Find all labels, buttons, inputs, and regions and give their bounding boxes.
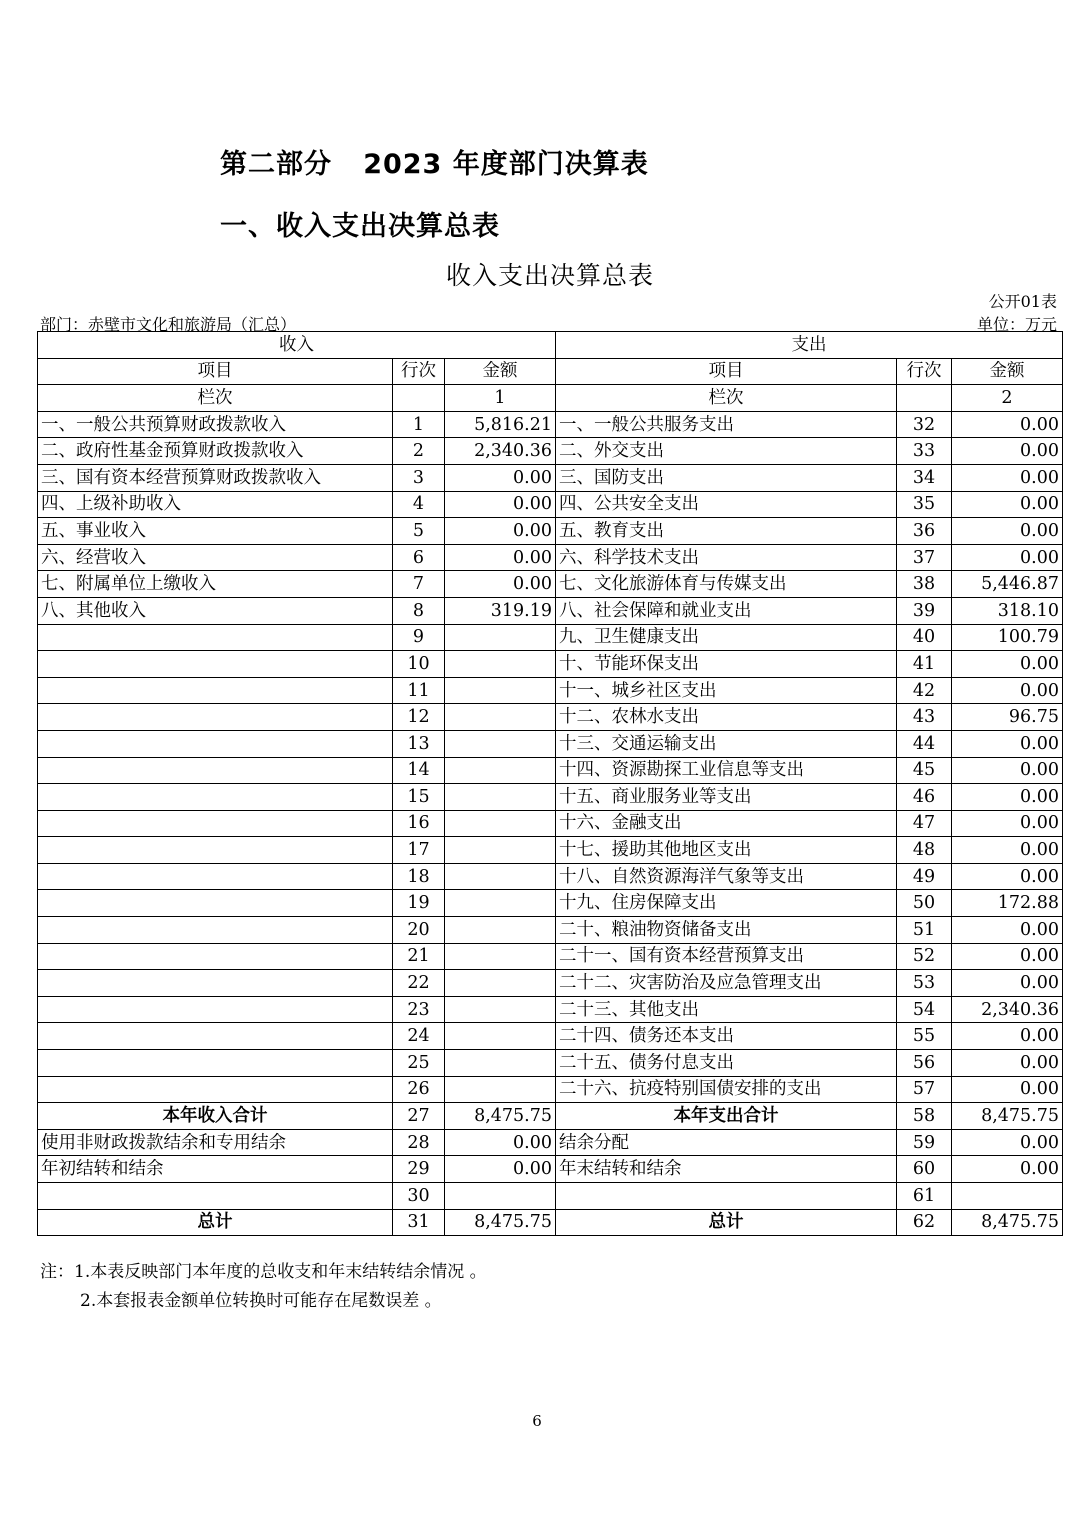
expense-column-blank [897, 385, 952, 412]
expense-item-cell: 六、科学技术支出 [556, 544, 897, 571]
expense-item-cell: 二十五、债务付息支出 [556, 1050, 897, 1077]
expense-item-cell: 五、教育支出 [556, 518, 897, 545]
table-row [38, 1183, 1063, 1210]
income-amount-cell: 0.00 [445, 491, 556, 518]
expense-amount-cell: 172.88 [952, 890, 1063, 917]
expense-row-no-cell: 42 [897, 677, 952, 704]
income-row-no-cell: 4 [393, 491, 445, 518]
income-row-no-cell: 20 [393, 917, 445, 944]
income-row-no-cell: 16 [393, 810, 445, 837]
expense-amount-cell: 8,475.75 [952, 1103, 1063, 1130]
income-item-cell [38, 704, 393, 731]
expense-row-no-cell: 55 [897, 1023, 952, 1050]
income-item-cell: 使用非财政拨款结余和专用结余 [38, 1129, 393, 1156]
income-amount-cell [445, 1023, 556, 1050]
expense-amount-cell: 0.00 [952, 411, 1063, 438]
table-row [38, 544, 1063, 571]
expense-amount-cell: 0.00 [952, 810, 1063, 837]
income-item-cell [38, 837, 393, 864]
income-amount-cell [445, 1076, 556, 1103]
income-item-cell: 二、政府性基金预算财政拨款收入 [38, 438, 393, 465]
income-row-no-cell: 26 [393, 1076, 445, 1103]
income-item-cell [38, 1023, 393, 1050]
expense-row-no-cell: 35 [897, 491, 952, 518]
income-row-no-cell: 8 [393, 597, 445, 624]
table-row [38, 890, 1063, 917]
income-amount-cell: 319.19 [445, 597, 556, 624]
expense-row-no-cell: 41 [897, 651, 952, 678]
income-item-cell [38, 1076, 393, 1103]
table-title: 收入支出决算总表 [445, 261, 654, 290]
income-row-no-cell: 9 [393, 624, 445, 651]
expense-row-no-cell: 60 [897, 1156, 952, 1183]
income-amount-cell: 0.00 [445, 518, 556, 545]
expense-amount-cell: 0.00 [952, 943, 1063, 970]
table-row [38, 1129, 1063, 1156]
table-row [38, 810, 1063, 837]
expense-item-cell: 四、公共安全支出 [556, 491, 897, 518]
table-row [38, 996, 1063, 1023]
income-amount-header: 金额 [445, 358, 556, 385]
income-row-no-cell: 25 [393, 1050, 445, 1077]
expense-amount-cell: 0.00 [952, 863, 1063, 890]
income-amount-cell: 2,340.36 [445, 438, 556, 465]
income-amount-cell [445, 943, 556, 970]
expense-row-no-cell: 59 [897, 1129, 952, 1156]
income-row-no-cell: 24 [393, 1023, 445, 1050]
expense-amount-cell: 0.00 [952, 1023, 1063, 1050]
income-row-no-cell: 17 [393, 837, 445, 864]
header-row-column-index [38, 385, 1063, 412]
table-row [38, 677, 1063, 704]
expense-row-no-cell: 53 [897, 970, 952, 997]
income-row-no-cell: 14 [393, 757, 445, 784]
table-row [38, 597, 1063, 624]
expense-item-cell: 七、文化旅游体育与传媒支出 [556, 571, 897, 598]
income-item-cell [38, 730, 393, 757]
expense-item-cell: 总计 [556, 1209, 897, 1236]
note-1: 注：1.本表反映部门本年度的总收支和年末结转结余情况 。 [40, 1262, 487, 1282]
expense-amount-cell: 0.00 [952, 438, 1063, 465]
income-header: 收入 [38, 332, 556, 359]
expense-row-no-cell: 49 [897, 863, 952, 890]
expense-amount-cell: 0.00 [952, 730, 1063, 757]
income-amount-cell [445, 837, 556, 864]
expense-item-cell: 十七、援助其他地区支出 [556, 837, 897, 864]
table-row [38, 704, 1063, 731]
expense-amount-cell: 0.00 [952, 784, 1063, 811]
income-row-no-cell: 7 [393, 571, 445, 598]
table-row [38, 411, 1063, 438]
income-row-no-cell: 27 [393, 1103, 445, 1130]
income-amount-cell: 5,816.21 [445, 411, 556, 438]
income-item-cell [38, 1050, 393, 1077]
income-row-no-cell: 29 [393, 1156, 445, 1183]
notes [40, 1258, 487, 1316]
expense-amount-cell: 318.10 [952, 597, 1063, 624]
table-row [38, 464, 1063, 491]
expense-row-no-cell: 45 [897, 757, 952, 784]
expense-row-no-cell: 36 [897, 518, 952, 545]
income-amount-cell: 0.00 [445, 571, 556, 598]
income-amount-cell [445, 1183, 556, 1210]
income-item-header: 项目 [38, 358, 393, 385]
income-amount-cell [445, 996, 556, 1023]
expense-row-no-cell: 46 [897, 784, 952, 811]
table-row [38, 438, 1063, 465]
expense-amount-cell: 0.00 [952, 651, 1063, 678]
expense-amount-cell: 0.00 [952, 1076, 1063, 1103]
income-item-cell [38, 970, 393, 997]
expense-amount-cell: 0.00 [952, 757, 1063, 784]
table-row [38, 1050, 1063, 1077]
table-row [38, 491, 1063, 518]
expense-item-cell: 二十三、其他支出 [556, 996, 897, 1023]
expense-amount-cell [952, 1183, 1063, 1210]
note-2: 2.本套报表金额单位转换时可能存在尾数误差 。 [80, 1291, 442, 1311]
table-row [38, 1076, 1063, 1103]
expense-row-no-cell: 61 [897, 1183, 952, 1210]
expense-row-no-cell: 32 [897, 411, 952, 438]
part-title: 第二部分 2023 年度部门决算表 [220, 149, 649, 180]
expense-row-no-cell: 38 [897, 571, 952, 598]
expense-row-no-cell: 51 [897, 917, 952, 944]
expense-item-header: 项目 [556, 358, 897, 385]
expense-row-no-cell: 48 [897, 837, 952, 864]
section-title: 一、收入支出决算总表 [220, 211, 500, 242]
expense-row-no-cell: 50 [897, 890, 952, 917]
expense-amount-cell: 0.00 [952, 677, 1063, 704]
expense-item-cell: 十、节能环保支出 [556, 651, 897, 678]
expense-item-cell: 年末结转和结余 [556, 1156, 897, 1183]
expense-item-cell: 十九、住房保障支出 [556, 890, 897, 917]
income-amount-cell: 8,475.75 [445, 1103, 556, 1130]
expense-item-cell: 十八、自然资源海洋气象等支出 [556, 863, 897, 890]
income-item-cell [38, 943, 393, 970]
income-amount-cell [445, 677, 556, 704]
page-number: 6 [532, 1412, 542, 1430]
department-label: 部门：赤壁市文化和旅游局（汇总） [40, 315, 297, 334]
expense-amount-cell: 0.00 [952, 1050, 1063, 1077]
table-row [38, 757, 1063, 784]
income-item-cell: 三、国有资本经营预算财政拨款收入 [38, 464, 393, 491]
table-row [38, 970, 1063, 997]
expense-item-cell: 十五、商业服务业等支出 [556, 784, 897, 811]
expense-amount-cell: 0.00 [952, 464, 1063, 491]
table-row [38, 1209, 1063, 1236]
income-amount-cell [445, 704, 556, 731]
expense-item-cell: 二十、粮油物资储备支出 [556, 917, 897, 944]
income-amount-cell: 0.00 [445, 544, 556, 571]
income-item-cell [38, 996, 393, 1023]
expense-amount-cell: 0.00 [952, 917, 1063, 944]
expense-amount-cell: 0.00 [952, 970, 1063, 997]
table-row [38, 1023, 1063, 1050]
expense-amount-cell: 100.79 [952, 624, 1063, 651]
expense-row-no-cell: 57 [897, 1076, 952, 1103]
income-item-cell: 年初结转和结余 [38, 1156, 393, 1183]
expense-amount-cell: 0.00 [952, 1156, 1063, 1183]
table-row [38, 571, 1063, 598]
income-row-no-cell: 10 [393, 651, 445, 678]
expense-item-cell: 十二、农林水支出 [556, 704, 897, 731]
table-row [38, 837, 1063, 864]
expense-item-cell: 本年支出合计 [556, 1103, 897, 1130]
income-amount-cell [445, 810, 556, 837]
expense-row-no-cell: 54 [897, 996, 952, 1023]
expense-row-no-cell: 39 [897, 597, 952, 624]
expense-amount-cell: 2,340.36 [952, 996, 1063, 1023]
expense-item-cell: 二十二、灾害防治及应急管理支出 [556, 970, 897, 997]
expense-item-cell: 十四、资源勘探工业信息等支出 [556, 757, 897, 784]
income-amount-cell [445, 970, 556, 997]
income-row-no-cell: 31 [393, 1209, 445, 1236]
income-row-no-cell: 6 [393, 544, 445, 571]
income-amount-cell [445, 624, 556, 651]
expense-item-cell: 二十一、国有资本经营预算支出 [556, 943, 897, 970]
expense-item-cell: 二十六、抗疫特别国债安排的支出 [556, 1076, 897, 1103]
expense-item-cell: 结余分配 [556, 1129, 897, 1156]
expense-row-no-cell: 40 [897, 624, 952, 651]
income-amount-cell: 8,475.75 [445, 1209, 556, 1236]
income-row-no-header: 行次 [393, 358, 445, 385]
table-row [38, 1103, 1063, 1130]
expense-item-cell: 九、卫生健康支出 [556, 624, 897, 651]
expense-header: 支出 [556, 332, 1063, 359]
expense-row-no-cell: 44 [897, 730, 952, 757]
table-row [38, 943, 1063, 970]
income-amount-cell: 0.00 [445, 464, 556, 491]
income-item-cell [38, 757, 393, 784]
table-row [38, 784, 1063, 811]
expense-row-no-cell: 52 [897, 943, 952, 970]
expense-item-cell: 八、社会保障和就业支出 [556, 597, 897, 624]
table-row [38, 624, 1063, 651]
expense-row-no-cell: 37 [897, 544, 952, 571]
income-amount-cell [445, 1050, 556, 1077]
income-item-cell [38, 890, 393, 917]
expense-item-cell: 十一、城乡社区支出 [556, 677, 897, 704]
income-row-no-cell: 15 [393, 784, 445, 811]
income-amount-cell [445, 730, 556, 757]
expense-row-no-cell: 33 [897, 438, 952, 465]
income-item-cell [38, 1183, 393, 1210]
income-item-cell: 七、附属单位上缴收入 [38, 571, 393, 598]
income-row-no-cell: 1 [393, 411, 445, 438]
expense-item-cell: 二十四、债务还本支出 [556, 1023, 897, 1050]
expense-amount-header: 金额 [952, 358, 1063, 385]
income-row-no-cell: 28 [393, 1129, 445, 1156]
income-item-cell [38, 651, 393, 678]
expense-amount-cell: 0.00 [952, 837, 1063, 864]
income-item-cell [38, 917, 393, 944]
income-row-no-cell: 3 [393, 464, 445, 491]
expense-amount-cell: 8,475.75 [952, 1209, 1063, 1236]
income-row-no-cell: 23 [393, 996, 445, 1023]
income-row-no-cell: 11 [393, 677, 445, 704]
income-amount-cell [445, 890, 556, 917]
expense-amount-cell: 5,446.87 [952, 571, 1063, 598]
income-row-no-cell: 5 [393, 518, 445, 545]
income-item-cell: 五、事业收入 [38, 518, 393, 545]
expense-item-cell: 二、外交支出 [556, 438, 897, 465]
income-expense-table [37, 331, 1063, 1236]
expense-amount-cell: 0.00 [952, 544, 1063, 571]
table-row [38, 518, 1063, 545]
income-item-cell: 八、其他收入 [38, 597, 393, 624]
expense-row-no-cell: 34 [897, 464, 952, 491]
unit-label: 单位：万元 [976, 315, 1057, 334]
income-item-cell: 四、上级补助收入 [38, 491, 393, 518]
expense-row-no-cell: 43 [897, 704, 952, 731]
income-item-cell [38, 863, 393, 890]
table-row [38, 730, 1063, 757]
income-row-no-cell: 13 [393, 730, 445, 757]
expense-amount-cell: 96.75 [952, 704, 1063, 731]
expense-column-index: 2 [952, 385, 1063, 412]
income-amount-cell: 0.00 [445, 1156, 556, 1183]
income-row-no-cell: 30 [393, 1183, 445, 1210]
expense-row-no-cell: 47 [897, 810, 952, 837]
expense-amount-cell: 0.00 [952, 491, 1063, 518]
income-amount-cell [445, 917, 556, 944]
form-number: 公开01表 [988, 292, 1057, 311]
income-item-cell [38, 784, 393, 811]
expense-row-no-cell: 56 [897, 1050, 952, 1077]
table-row [38, 1156, 1063, 1183]
expense-amount-cell: 0.00 [952, 518, 1063, 545]
income-item-cell: 总计 [38, 1209, 393, 1236]
income-item-cell: 六、经营收入 [38, 544, 393, 571]
expense-item-cell [556, 1183, 897, 1210]
income-row-no-cell: 12 [393, 704, 445, 731]
table-row [38, 863, 1063, 890]
income-column-index: 1 [445, 385, 556, 412]
income-item-cell: 一、一般公共预算财政拨款收入 [38, 411, 393, 438]
income-item-cell [38, 624, 393, 651]
income-row-no-cell: 19 [393, 890, 445, 917]
income-item-cell [38, 810, 393, 837]
expense-item-cell: 十六、金融支出 [556, 810, 897, 837]
income-amount-cell [445, 784, 556, 811]
income-amount-cell [445, 863, 556, 890]
income-column-blank [393, 385, 445, 412]
income-amount-cell [445, 757, 556, 784]
income-row-no-cell: 21 [393, 943, 445, 970]
expense-amount-cell: 0.00 [952, 1129, 1063, 1156]
income-row-no-cell: 22 [393, 970, 445, 997]
header-row-columns [38, 358, 1063, 385]
income-column-label: 栏次 [38, 385, 393, 412]
table-row [38, 917, 1063, 944]
expense-column-label: 栏次 [556, 385, 897, 412]
income-row-no-cell: 18 [393, 863, 445, 890]
expense-row-no-header: 行次 [897, 358, 952, 385]
expense-item-cell: 十三、交通运输支出 [556, 730, 897, 757]
income-item-cell [38, 677, 393, 704]
expense-row-no-cell: 62 [897, 1209, 952, 1236]
income-row-no-cell: 2 [393, 438, 445, 465]
income-item-cell: 本年收入合计 [38, 1103, 393, 1130]
income-amount-cell [445, 651, 556, 678]
expense-row-no-cell: 58 [897, 1103, 952, 1130]
header-row-sections [38, 332, 1063, 359]
expense-item-cell: 一、一般公共服务支出 [556, 411, 897, 438]
table-row [38, 651, 1063, 678]
expense-item-cell: 三、国防支出 [556, 464, 897, 491]
income-amount-cell: 0.00 [445, 1129, 556, 1156]
